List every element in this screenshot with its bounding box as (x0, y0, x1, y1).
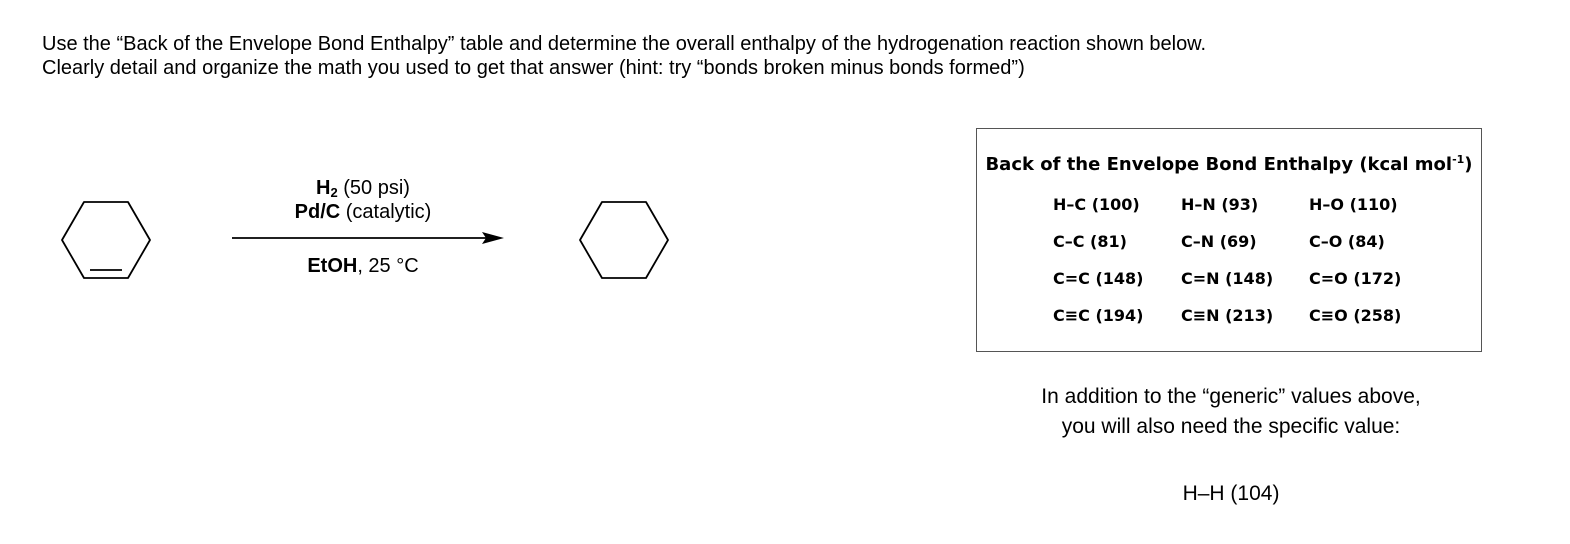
cyclohexane-ring (580, 202, 668, 278)
bond-c-o: C–O (84) (1309, 232, 1385, 251)
bond-h-n: H–N (93) (1181, 195, 1259, 214)
bond-grid (1053, 193, 1429, 328)
reagent-hydrogen (238, 176, 488, 200)
cyclohexene-ring (62, 202, 150, 278)
bond-c-c-triple: C≡C (194) (1053, 306, 1144, 325)
bond-c-n-double: C=N (148) (1181, 269, 1274, 288)
note-line-1: In addition to the “generic” values above, (1041, 385, 1421, 408)
note-line-2: you will also need the specific value: (1061, 415, 1401, 438)
reagent-h2-subscript: 2 (330, 185, 338, 200)
solvent-detail: , 25 °C (357, 255, 419, 277)
instructions (42, 32, 1522, 80)
conditions-below-arrow (238, 254, 488, 278)
bond-c-n-triple: C≡N (213) (1181, 306, 1274, 325)
bond-enthalpy-table (976, 128, 1482, 352)
cyclohexene-structure (58, 198, 154, 282)
reagents-above-arrow (238, 176, 488, 224)
table-title-text: Back of the Envelope Bond Enthalpy (kcal mol (985, 154, 1453, 175)
reaction-arrow (232, 230, 504, 246)
table-title-end: ) (1464, 154, 1473, 175)
bond-c-c-double: C=C (148) (1053, 269, 1144, 288)
bond-c-c: C–C (81) (1053, 232, 1127, 251)
cyclohexane-structure (578, 198, 670, 282)
reagent-catalyst-detail: (catalytic) (340, 201, 432, 223)
reagent-catalyst (238, 200, 488, 224)
bond-h-c: H–C (100) (1053, 195, 1140, 214)
solvent-name: EtOH (307, 255, 358, 277)
instruction-line-1: Use the “Back of the Envelope Bond Enthalpy” table and determine the overall enthalpy of the hydrogenation reaction shown below. (42, 33, 1207, 55)
bond-c-n: C–N (69) (1181, 232, 1257, 251)
table-title (977, 153, 1481, 175)
table-title-superscript: -1 (1452, 153, 1465, 166)
bond-c-o-double: C=O (172) (1309, 269, 1402, 288)
bond-c-o-triple: C≡O (258) (1309, 306, 1402, 325)
note (976, 382, 1486, 442)
instruction-line-2: Clearly detail and organize the math you used to get that answer (hint: try “bonds broken minus bonds formed”) (42, 57, 1025, 79)
reagent-catalyst-name: Pd/C (294, 201, 341, 223)
reagent-h2-detail: (50 psi) (337, 177, 410, 199)
bond-h-o: H–O (110) (1309, 195, 1398, 214)
reagent-h2-formula: H (316, 177, 331, 199)
specific-value-h-h: H–H (104) (1182, 482, 1280, 505)
